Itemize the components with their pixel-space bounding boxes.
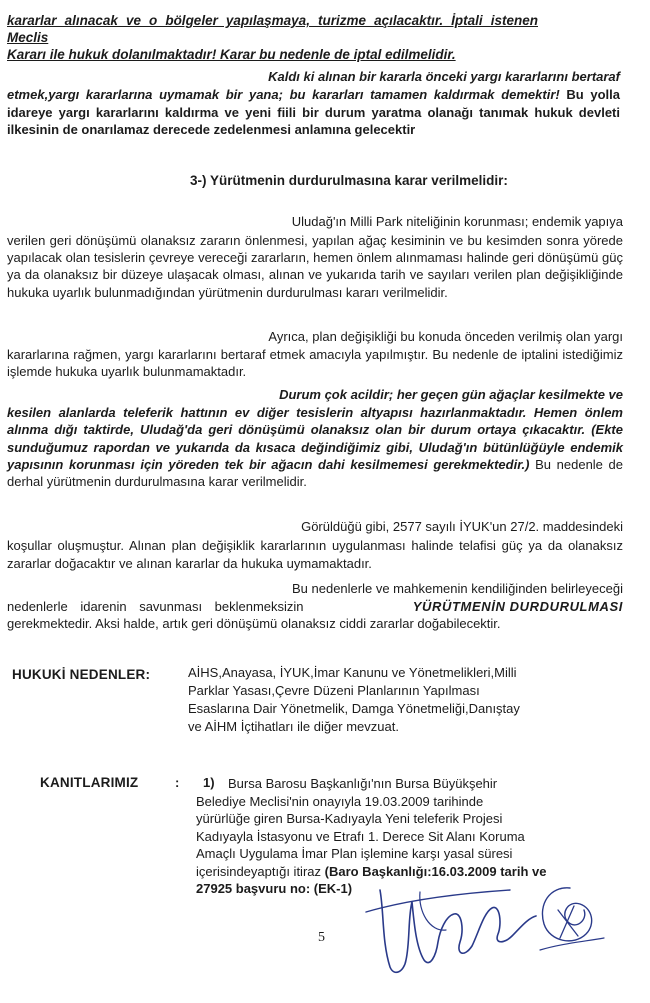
paragraph-3-first-line — [202, 329, 623, 345]
legal-reasons-line-2: Parklar Yasası,Çevre Düzeni Planlarının Yapılması — [188, 683, 480, 698]
paragraph-1-first-line — [203, 69, 620, 85]
paragraph-6-first-line — [233, 581, 623, 597]
evidence-line-2: Belediye Meclisi'nin onayıyla 19.03.2009 tarihinde — [196, 793, 484, 809]
paragraph-6-second-line — [7, 599, 623, 615]
paragraph-3-text: kararlarına rağmen, yargı kararlarını bertaraf etmek amacıyla yapılmıştır. Bu nedenle de iptalini istediğimiz işlemde hukuka uyarlık bulunmamaktadır. — [7, 347, 623, 379]
paragraph-2-first-line — [226, 214, 623, 230]
top-paragraph-line-1: kararlar alınacak ve o bölgeler yapılaşmaya, turizme açılacaktır. İptali istenen Meclis — [7, 13, 538, 45]
paragraph-5-first-line-text: Görüldüğü gibi, 2577 sayılı İYUK'un 27/2. maddesindeki — [301, 519, 623, 534]
paragraph-6-emphasis: YÜRÜTMENİN DURDURULMASI — [412, 599, 623, 614]
evidence-line-5: Amaçlı Uygulama İmar Plan işlemine karşı yasal süresi — [196, 846, 513, 861]
paragraph-3-body — [7, 346, 623, 380]
paragraph-2-first-line-text: Uludağ'ın Milli Park niteliğinin korunması; endemik yapıya — [291, 214, 623, 229]
paragraph-1-bold: Bu yolla idareye yargı kararlarını kaldırma ve yeni fiili bir durum yaratma olanağı tanımak hukuk devleti ilkesinin de onarılamaz derecede zedelenmesi anlamına gelecektir — [7, 87, 620, 137]
evidence-line-6-normal: içerisindeyaptığı itiraz — [196, 863, 325, 879]
paragraph-4-body — [7, 404, 623, 490]
signature-left-graphic — [360, 872, 540, 982]
evidence-label: KANITLARIMIZ — [40, 775, 139, 790]
paragraph-6-first-line-text: Bu nedenlerle ve mahkemenin kendiliğinden belirleyeceği — [292, 581, 623, 596]
evidence-line-7: 27925 başvuru no: (EK-1) — [196, 881, 353, 896]
evidence-line-1: Bursa Barosu Başkanlığı'nın Bursa Büyükşehir — [228, 776, 498, 791]
paragraph-4-first-line-text: Durum çok acildir; her geçen gün ağaçlar kesilmekte ve — [279, 387, 623, 402]
paragraph-5-body — [7, 537, 623, 572]
paragraph-3-first-line-text: Ayrıca, plan değişikliği bu konuda önceden verilmiş olan yargı — [268, 329, 623, 344]
paragraph-1-bold-italic: etmek,yargı kararlarına uymamak bir yana; bu kararları tamamen kaldırmak demektir! — [7, 87, 560, 102]
evidence-item-number: 1) — [203, 775, 215, 790]
legal-reasons-line-1: AİHS,Anayasa, İYUK,İmar Kanunu ve Yönetmelikleri,Milli — [188, 665, 517, 680]
paragraph-5-first-line — [243, 519, 623, 535]
legal-reasons-line-3: Esaslarına Dair Yönetmelik, Damga Yönetmeliği,Danıştay — [188, 701, 520, 716]
paragraph-2-body — [7, 232, 623, 301]
paragraph-4-first-line — [216, 387, 623, 403]
section-heading: 3-) Yürütmenin durdurulmasına karar verilmelidir: — [190, 173, 508, 188]
page-number: 5 — [318, 930, 325, 945]
evidence-line-6-bold: (Baro Başkanlığı:16.03.2009 tarih ve — [324, 863, 547, 879]
legal-reasons-label: HUKUKİ NEDENLER: — [12, 667, 151, 682]
legal-reasons-list — [188, 664, 628, 736]
paragraph-1-first-line-text: Kaldı ki alınan bir kararla önceki yargı kararlarını bertaraf — [268, 69, 620, 84]
top-paragraph — [7, 12, 538, 63]
paragraph-6-third-line — [7, 616, 623, 632]
paragraph-5-text: koşullar oluşmuştur. Alınan plan değişiklik kararlarının uygulanması halinde telafisi güç ya da olanaksız zararlar doğacaktır ve alınan kararlar da hukuka uymamaktadır. — [7, 538, 623, 571]
paragraph-6-second-line-text: nedenlerle idarenin savunması beklenmeksizin — [7, 599, 304, 614]
legal-reasons-line-4: ve AİHM İçtihatları ile diğer mevzuat. — [188, 719, 399, 734]
paragraph-4-normal: Bu nedenle de derhal yürütmenin durdurulmasına karar verilmelidir. — [7, 456, 624, 490]
evidence-line-4: Kadıyayla İstasyonu ve Etrafı 1. Derece Sit Alanı Koruma — [196, 828, 525, 844]
top-paragraph-line-2: Kararı ile hukuk dolanılmaktadır! Karar bu nedenle de iptal edilmelidir. — [7, 47, 456, 62]
paragraph-4-bold-italic: kesilen alanlarda teleferik hattının ev diğer tesislerin altyapısı hazırlanmaktadır. Hemen önlem alınma dığı taktirde, Uludağ'da geri dönüşümü olanaksız olan bir durum ortaya çıkacaktır. (Ekte sunduğumuz rapordan ve yukarıda da kısaca değindiğimiz gibi, Uludağ'ın bütünlüğüyle endemik yapısının korunması için yöreden tek bir ağacın dahi kesilmemesi gerekmektedir.) — [7, 405, 623, 472]
evidence-colon: : — [175, 775, 180, 790]
paragraph-6-third-line-text: gerekmektedir. Aksi halde, artık geri dönüşümü olanaksız ciddi zararlar doğabilecektir. — [7, 616, 501, 631]
evidence-line-3: yürürlüğe giren Bursa-Kadıyayla Yeni teleferik Projesi — [196, 811, 503, 826]
paragraph-2-text: verilen geri dönüşümü olanaksız zararın önlenmesi, yapılan ağaç kesiminin ve bu kesimden sonra yörede yapılacak olan tesislerin çevreye vereceği zararların, hemen önlem alınmaması halinde geri dönüşümü güç ya da olanaksız bir düzeye ulaşacak olması, alınan ve yukarıda tarih ve sayıları verilen plan değişikliğinde hukuka uyarlık bulunmadığından yürütmenin durdurulması kararı verilmelidir. — [7, 233, 623, 300]
paragraph-1-body — [7, 86, 620, 139]
signature-right-graphic — [530, 880, 610, 960]
